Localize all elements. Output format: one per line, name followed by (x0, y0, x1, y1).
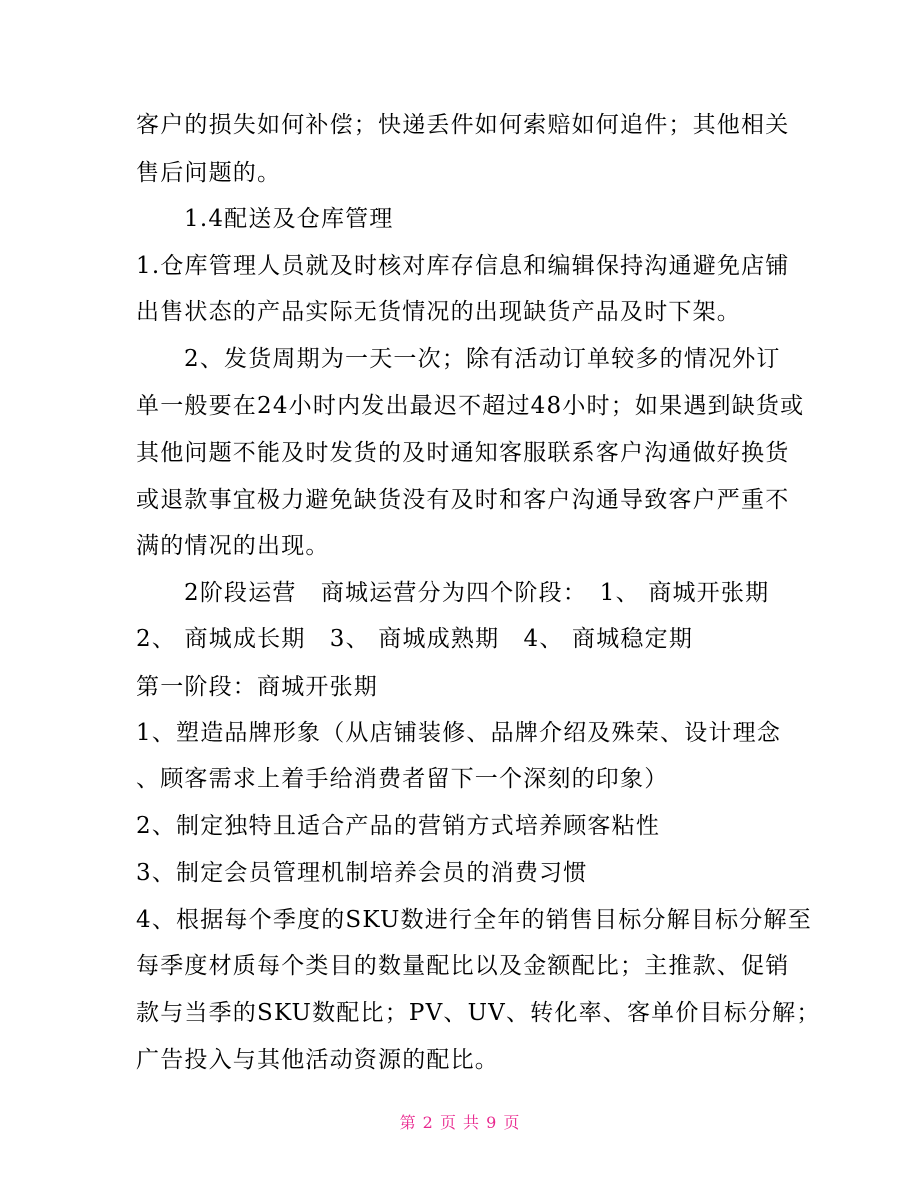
text-line-8: 其他问题不能及时发货的及时通知客服联系客户沟通做好换货 (136, 440, 790, 466)
page-number-footer: 第 2 页 共 9 页 (399, 1113, 521, 1132)
text-line-10: 满的情况的出现。 (136, 533, 330, 559)
text-line-21: 广告投入与其他活动资源的配比。 (136, 1047, 499, 1073)
text-line-14: 1、塑造品牌形象（从店铺装修、品牌介绍及殊荣、设计理念 (136, 720, 782, 746)
text-line-4: 1.仓库管理人员就及时核对库存信息和编辑保持沟通避免店铺 (136, 253, 790, 279)
text-line-5: 出售状态的产品实际无货情况的出现缺货产品及时下架。 (136, 299, 741, 325)
section-heading-stage-ops: 2阶段运营 商城运营分为四个阶段： 1、 商城开张期 (184, 580, 770, 606)
text-line-17: 3、制定会员管理机制培养会员的消费习惯 (136, 860, 588, 886)
text-line-9: 或退款事宜极力避免缺货没有及时和客户沟通导致客户严重不 (136, 487, 790, 513)
text-line-2: 售后问题的。 (136, 160, 282, 186)
text-line-15: 、顾客需求上着手给消费者留下一个深刻的印象） (136, 766, 669, 792)
text-line-6: 2、发货周期为一天一次；除有活动订单较多的情况外订 (184, 346, 781, 372)
section-heading-1-4: 1.4配送及仓库管理 (184, 206, 394, 232)
stage-one-heading: 第一阶段：商城开张期 (136, 674, 378, 700)
text-line-18: 4、根据每个季度的SKU数进行全年的销售目标分解目标分解至 (136, 907, 812, 933)
text-line-12: 2、 商城成长期 3、 商城成熟期 4、 商城稳定期 (136, 626, 694, 652)
text-line-20: 款与当季的SKU数配比；PV、UV、转化率、客单价目标分解； (136, 1000, 821, 1026)
text-line-7: 单一般要在24小时内发出最迟不超过48小时；如果遇到缺货或 (136, 393, 805, 419)
text-line-1: 客户的损失如何补偿；快递丢件如何索赔如何追件；其他相关 (136, 112, 790, 138)
text-line-16: 2、制定独特且适合产品的营销方式培养顾客粘性 (136, 813, 661, 839)
text-line-19: 每季度材质每个类目的数量配比以及金额配比；主推款、促销 (136, 953, 790, 979)
